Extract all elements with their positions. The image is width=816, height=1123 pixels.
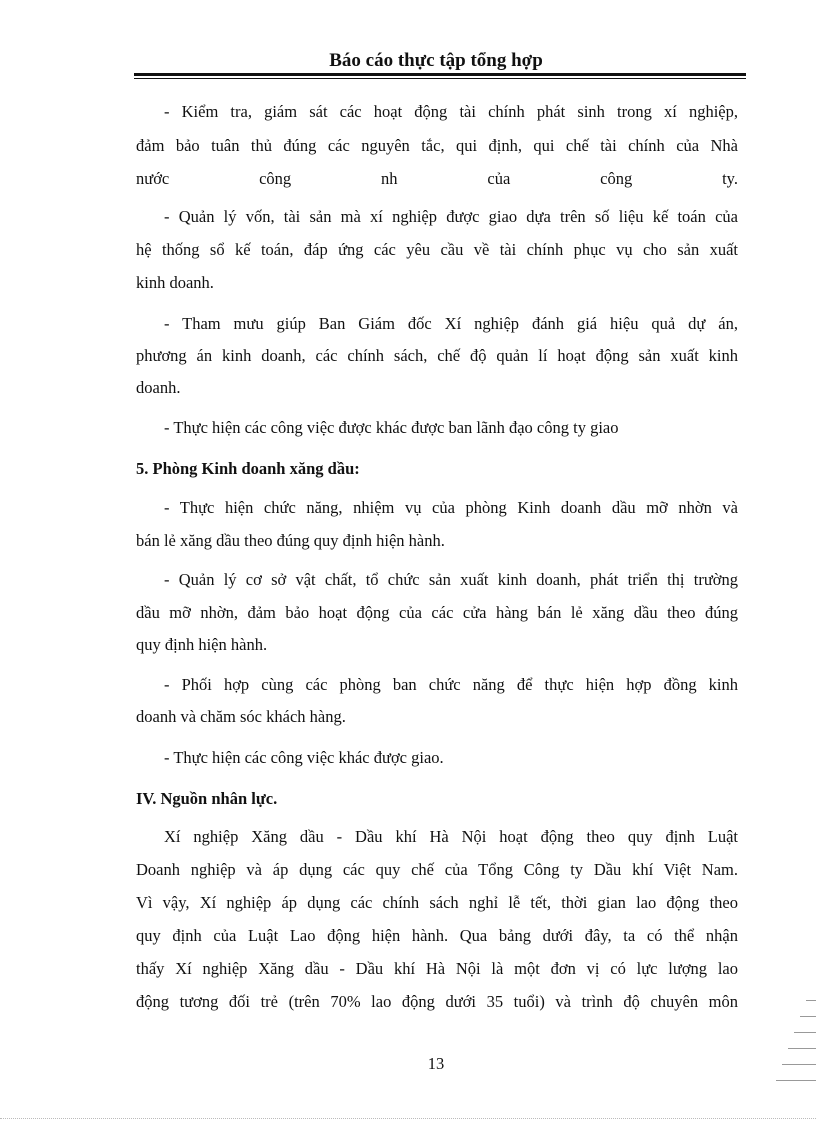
text-line: đảm bảo tuân thủ đúng các nguyên tắc, qui định, qui chế tài chính của Nhà xyxy=(136,136,738,155)
text-line: bán lẻ xăng dầu theo đúng quy định hiện hành. xyxy=(136,531,445,550)
section-heading: 5. Phòng Kinh doanh xăng dầu: xyxy=(136,459,360,478)
text-line: - Thực hiện các công việc được khác được ban lãnh đạo công ty giao xyxy=(164,418,619,437)
text-line: - Quản lý cơ sở vật chất, tổ chức sản xuất kinh doanh, phát triển thị trường xyxy=(164,570,738,589)
text-line: Vì vậy, Xí nghiệp áp dụng các chính sách nghỉ lễ tết, thời gian lao động theo xyxy=(136,893,738,912)
page-edge-decoration xyxy=(776,990,816,1123)
header-title: Báo cáo thực tập tổng hợp xyxy=(329,50,543,71)
page-number: 13 xyxy=(427,1054,445,1073)
text-line: doanh và chăm sóc khách hàng. xyxy=(136,707,346,726)
text-line: - Tham mưu giúp Ban Giám đốc Xí nghiệp đánh giá hiệu quả dự án, xyxy=(164,314,738,333)
text-line: phương án kinh doanh, các chính sách, chế độ quản lí hoạt động sản xuất kinh xyxy=(136,346,738,365)
header-rule-thick xyxy=(134,73,746,76)
footer-dotted-line xyxy=(0,1118,816,1119)
section-heading: IV. Nguồn nhân lực. xyxy=(136,789,278,808)
text-line: kinh doanh. xyxy=(136,273,214,292)
text-line: - Thực hiện các công việc khác được giao. xyxy=(164,748,444,767)
text-line: động tương đối trẻ (trên 70% lao động dưới 35 tuổi) và trình độ chuyên môn xyxy=(136,992,738,1011)
text-line: - Kiểm tra, giám sát các hoạt động tài chính phát sinh trong xí nghiệp, xyxy=(164,102,738,121)
text-line: - Quản lý vốn, tài sản mà xí nghiệp được giao dựa trên số liệu kế toán của xyxy=(164,207,738,226)
text-line: Xí nghiệp Xăng dầu - Dầu khí Hà Nội hoạt động theo quy định Luật xyxy=(164,827,738,846)
text-line: nước công nh của công ty. xyxy=(136,169,738,188)
text-line: thấy Xí nghiệp Xăng dầu - Dầu khí Hà Nội là một đơn vị có lực lượng lao xyxy=(136,959,738,978)
text-line: hệ thống sổ kế toán, đáp ứng các yêu cầu về tài chính phục vụ cho sản xuất xyxy=(136,240,738,259)
text-line: - Thực hiện chức năng, nhiệm vụ của phòng Kinh doanh dầu mỡ nhờn và xyxy=(164,498,738,517)
text-line: - Phối hợp cùng các phòng ban chức năng để thực hiện hợp đồng kinh xyxy=(164,675,738,694)
text-line: dầu mỡ nhờn, đảm bảo hoạt động của các cửa hàng bán lẻ xăng dầu theo đúng xyxy=(136,603,738,622)
text-line: quy định của Luật Lao động hiện hành. Qua bảng dưới đây, ta có thể nhận xyxy=(136,926,738,945)
text-line: Doanh nghiệp và áp dụng các quy chế của Tổng Công ty Dầu khí Việt Nam. xyxy=(136,860,738,879)
header-rule-thin xyxy=(134,78,746,79)
text-line: quy định hiện hành. xyxy=(136,635,268,654)
text-line: doanh. xyxy=(136,378,181,397)
